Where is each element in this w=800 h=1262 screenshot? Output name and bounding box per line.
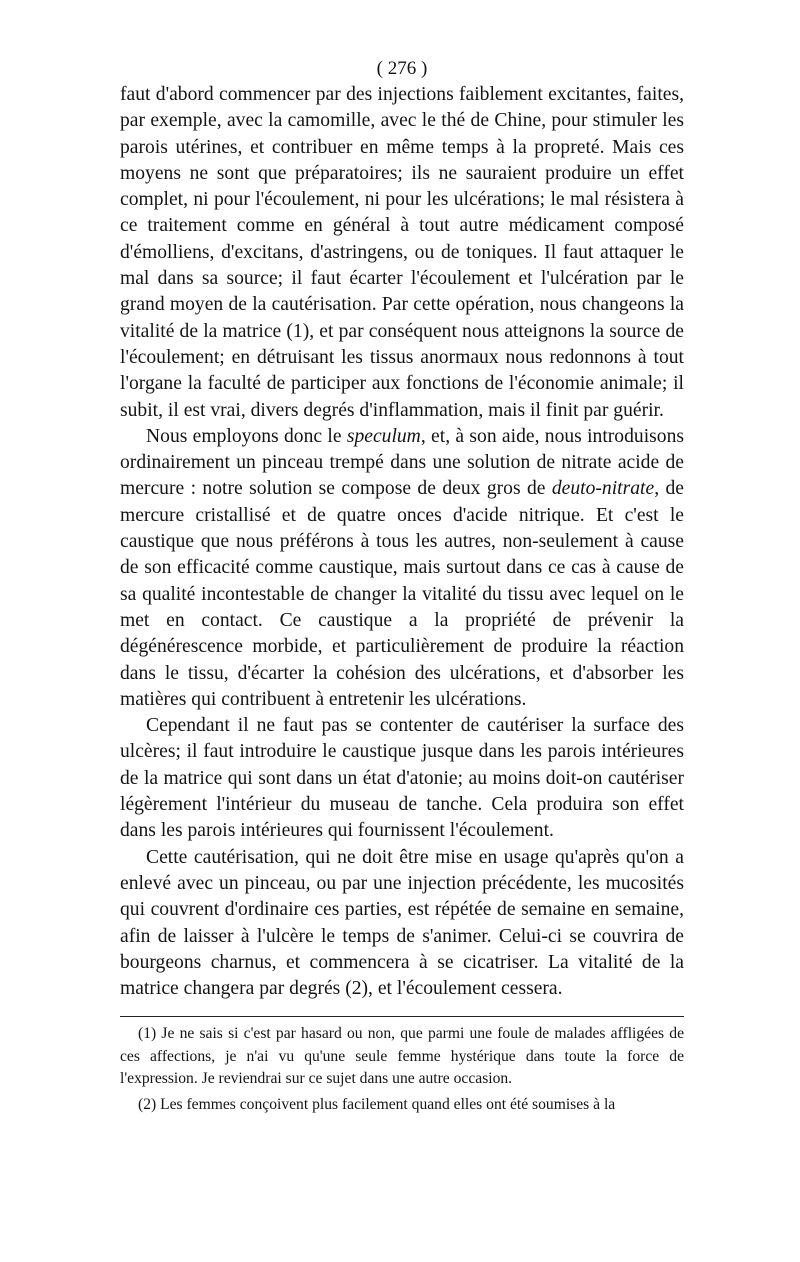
footnotes: [120, 1023, 684, 1116]
paragraph-2: [120, 424, 684, 713]
paragraph-4: [120, 845, 684, 1003]
text-run: , et, à son aide, nous introduisons ordinairement un pinceau trempé dans une solution de nitrate acide de mercure : notre solution se compose de deux gros de: [120, 425, 684, 500]
book-page: [120, 56, 684, 1116]
footnote-1: (1) Je ne sais si c'est par hasard ou non, que parmi une foule de malades affligées de ces affections, je n'ai vu qu'une seule femme hystérique dans toute la force de l'expression. Je reviendrai sur ce sujet dans une autre occasion.: [120, 1025, 684, 1088]
text-run: Cependant il ne faut pas se contenter de cautériser la surface des ulcères; il faut introduire le caustique jusque dans les parois intérieures de la matrice qui sont dans un état d'atonie; au moins doit-on cautériser légèrement l'intérieur du museau de tanche. Cela produira son effet dans les parois intérieures qui fournissent l'écoulement.: [120, 715, 684, 842]
footnote-2: (2) Les femmes conçoivent plus facilement quand elles ont été soumises à la: [138, 1095, 616, 1113]
body-text: [120, 82, 684, 1002]
text-run: Nous employons donc le: [146, 425, 347, 447]
italic-term: speculum: [346, 425, 421, 447]
italic-term: deuto-nitrate: [551, 478, 655, 500]
paragraph-3: [120, 713, 684, 844]
text-run: faut d'abord commencer par des injections faiblement excitantes, faites, par exemple, avec la camomille, avec le thé de Chine, pour stimuler les parois utérines, et contribuer en même temps à la propreté. Mais ces moyens ne sont que préparatoires; ils ne sauraient produire un effet complet, ni pour l'écoulement, ni pour les ulcérations; le mal résistera à ce traitement comme en général à tout autre médicament composé d'émolliens, d'excitans, d'astringens, ou de toniques. Il faut attaquer le mal dans sa source; il faut écarter l'écoulement et l'ulcération par le grand moyen de la cautérisation. Par cette opération, nous changeons la vitalité de la matrice (1), et par conséquent nous atteignons la source de l'écoulement; en détruisant les tissus anormaux nous redonnons à tout l'organe la faculté de participer aux fonctions de l'économie animale; il subit, il est vrai, divers degrés d'inflammation, mais il finit par guérir.: [120, 84, 684, 421]
paragraph-1: [120, 82, 684, 424]
text-run: Cette cautérisation, qui ne doit être mise en usage qu'après qu'on a enlevé avec un pinceau, ou par une injection précédente, les mucosités qui couvrent d'ordinaire ces parties, est répétée de semaine en semaine, afin de laisser à l'ulcère le temps de s'animer. Celui-ci se couvrira de bourgeons charnus, et commencera à se cicatriser. La vitalité de la matrice changera par degrés (2), et l'écoulement cessera.: [120, 846, 684, 1000]
footnote-divider: [120, 1016, 684, 1017]
text-run: , de mercure cristallisé et de quatre onces d'acide nitrique. Et c'est le caustique que nous préférons à tous les autres, non-seulement à cause de son efficacité comme caustique, mais surtout dans ce cas à cause de sa qualité incontestable de changer la vitalité du tissu avec lequel on le met en contact. Ce caustique a la propriété de prévenir la dégénérescence morbide, et particulièrement de produire la réaction dans le tissu, d'écarter la cohésion des ulcérations, et d'absorber les matières qui contribuent à entretenir les ulcérations.: [120, 478, 684, 710]
page-number: ( 276 ): [376, 58, 428, 79]
